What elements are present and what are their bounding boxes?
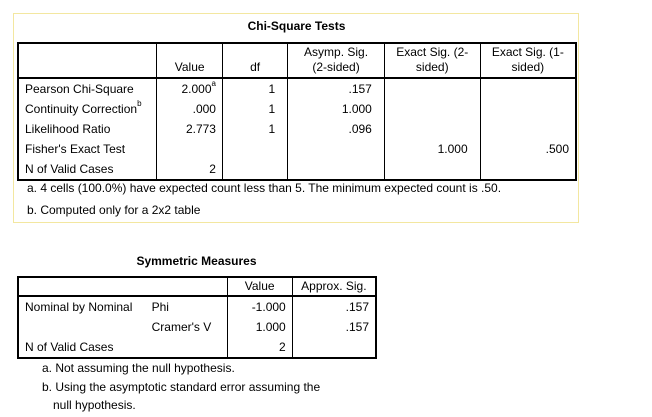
col-exact-sig-2: Exact Sig. (2- sided) xyxy=(384,43,480,78)
col-asymp-sig: Asymp. Sig. (2-sided) xyxy=(288,43,385,78)
value-cell: -1.000 xyxy=(227,296,292,317)
exact-sig-1-cell xyxy=(480,78,576,99)
exact-sig-2-cell xyxy=(384,78,480,99)
df-cell xyxy=(222,139,287,159)
table-row xyxy=(18,119,576,139)
value-cell: 2.000$^a$ xyxy=(157,78,223,99)
symmetric-title: Symmetric Measures xyxy=(136,254,257,268)
approx-sig-cell: .157 xyxy=(292,317,376,337)
df-cell: 1 xyxy=(222,78,287,99)
row-label: Fisher's Exact Test xyxy=(25,142,126,156)
row-label: Continuity Correction$^b$ xyxy=(25,99,142,116)
value-cell: 2 xyxy=(227,337,292,358)
chi-square-title: Chi-Square Tests xyxy=(247,19,346,33)
table-row xyxy=(18,317,376,337)
chi-square-table xyxy=(17,42,577,181)
row-label: Likelihood Ratio xyxy=(25,122,111,136)
footnote-a: a. Not assuming the null hypothesis. xyxy=(42,361,235,375)
group-label: Nominal by Nominal xyxy=(25,300,133,314)
asymp-sig-cell xyxy=(288,159,385,180)
table-row xyxy=(18,337,376,358)
exact-sig-2-cell xyxy=(384,119,480,139)
value-cell xyxy=(157,139,223,159)
footnote-b: b. Computed only for a 2x2 table xyxy=(27,203,201,217)
asymp-sig-cell: .157 xyxy=(288,78,385,99)
value-cell: 2.773 xyxy=(157,119,223,139)
header-row xyxy=(18,43,576,78)
group-label: N of Valid Cases xyxy=(25,340,114,354)
asymp-sig-cell xyxy=(288,139,385,159)
exact-sig-1-cell xyxy=(480,159,576,180)
exact-sig-2-cell: 1.000 xyxy=(384,139,480,159)
approx-sig-cell: .157 xyxy=(292,296,376,317)
measure-label xyxy=(146,337,228,358)
row-label: N of Valid Cases xyxy=(25,162,114,176)
table-row xyxy=(18,139,576,159)
df-cell xyxy=(222,159,287,180)
approx-sig-cell xyxy=(292,337,376,358)
value-cell: .000 xyxy=(157,99,223,119)
measure-label: Cramer's V xyxy=(151,320,212,334)
col-df: df xyxy=(222,43,287,78)
exact-sig-1-cell xyxy=(480,99,576,119)
table-row xyxy=(18,99,576,119)
footnote-a: a. 4 cells (100.0%) have expected count less than 5. The minimum expected count is .50. xyxy=(27,181,502,195)
exact-sig-2-cell xyxy=(384,99,480,119)
row-label: Pearson Chi-Square xyxy=(25,82,134,96)
footnote-b: b. Using the asymptotic standard error assuming the xyxy=(42,380,321,394)
col-exact-sig-1: Exact Sig. (1- sided) xyxy=(480,43,576,78)
measure-label: Phi xyxy=(151,300,169,314)
col-value: Value xyxy=(157,43,223,78)
footnote-b-cont: null hypothesis. xyxy=(53,398,136,412)
table-row xyxy=(18,78,576,99)
group-label xyxy=(18,317,146,337)
asymp-sig-cell: 1.000 xyxy=(288,99,385,119)
table-row xyxy=(18,296,376,317)
value-cell: 1.000 xyxy=(227,317,292,337)
asymp-sig-cell: .096 xyxy=(288,119,385,139)
df-cell: 1 xyxy=(222,99,287,119)
symmetric-table xyxy=(17,276,377,359)
col-approx-sig: Approx. Sig. xyxy=(292,277,376,296)
table-row xyxy=(18,159,576,180)
value-cell: 2 xyxy=(157,159,223,180)
exact-sig-2-cell xyxy=(384,159,480,180)
df-cell: 1 xyxy=(222,119,287,139)
col-value: Value xyxy=(227,277,292,296)
header-row xyxy=(18,277,376,296)
exact-sig-1-cell: .500 xyxy=(480,139,576,159)
exact-sig-1-cell xyxy=(480,119,576,139)
